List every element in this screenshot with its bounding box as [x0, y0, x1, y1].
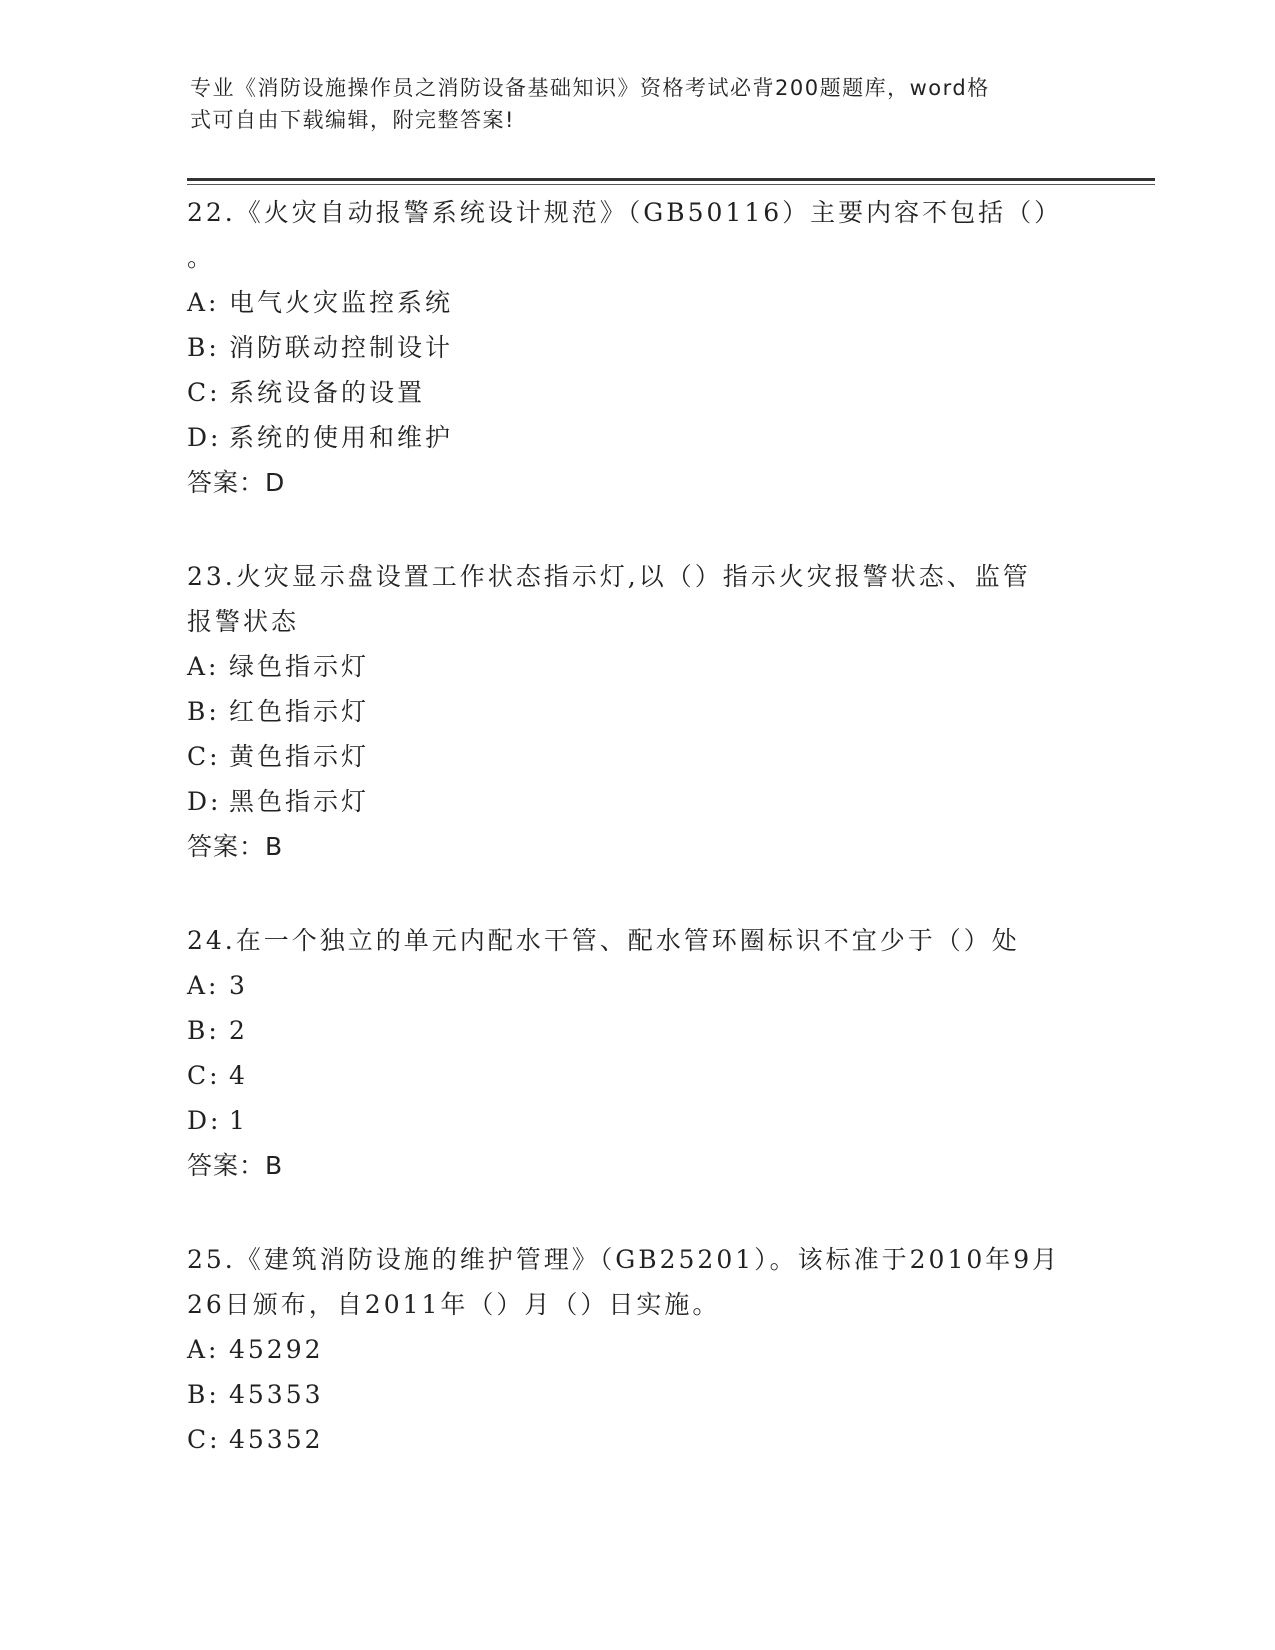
- option-text: 3: [229, 971, 248, 1000]
- option-d: [187, 779, 1087, 824]
- option-key: C:: [187, 742, 221, 771]
- answer-line: 答案：B: [187, 1151, 284, 1180]
- question-text-line-1: 25.《建筑消防设施的维护管理》（GB25201）。该标准于2010年9月: [187, 1245, 1061, 1274]
- document-header: [190, 72, 1070, 136]
- option-key: B:: [187, 697, 220, 726]
- question-25: [187, 1237, 1087, 1462]
- option-a: [187, 280, 1087, 325]
- question-text-line-1: 24.在一个独立的单元内配水干管、配水管环圈标识不宜少于（）处: [187, 926, 1020, 955]
- option-b: [187, 689, 1087, 734]
- option-b: [187, 1372, 1087, 1417]
- header-divider-thin: [187, 184, 1155, 185]
- option-b: [187, 325, 1087, 370]
- question-spacer: [187, 1188, 1087, 1237]
- option-text: 红色指示灯: [229, 697, 370, 726]
- option-text: 2: [229, 1016, 248, 1045]
- option-text: 1: [229, 1106, 248, 1135]
- option-key: C:: [187, 378, 221, 407]
- option-key: A:: [187, 1335, 220, 1364]
- question-text-line-1: 23.火灾显示盘设置工作状态指示灯,以（）指示火灾报警状态、监管: [187, 562, 1031, 591]
- question-text-line-2: 26日颁布，自2011年（）月（）日实施。: [187, 1290, 721, 1319]
- option-key: B:: [187, 1380, 220, 1409]
- question-spacer: [187, 869, 1087, 918]
- option-text: 黑色指示灯: [229, 787, 370, 816]
- question-spacer: [187, 505, 1087, 554]
- header-divider-thick: [187, 178, 1155, 181]
- option-text: 绿色指示灯: [229, 652, 370, 681]
- option-d: [187, 1098, 1087, 1143]
- option-key: A:: [187, 971, 220, 1000]
- option-text: 消防联动控制设计: [229, 333, 454, 362]
- question-text-line-1: 22.《火灾自动报警系统设计规范》（GB50116）主要内容不包括（）: [187, 198, 1063, 227]
- option-text: 45292: [229, 1335, 324, 1364]
- answer-line: 答案：D: [187, 468, 286, 497]
- option-c: [187, 370, 1087, 415]
- option-c: [187, 734, 1087, 779]
- answer-line: 答案：B: [187, 832, 284, 861]
- option-text: 4: [229, 1061, 248, 1090]
- question-text-line-2: 。: [187, 243, 216, 272]
- option-c: [187, 1417, 1087, 1462]
- option-key: A:: [187, 652, 220, 681]
- option-key: C:: [187, 1425, 221, 1454]
- option-key: A:: [187, 288, 220, 317]
- option-key: D:: [187, 423, 222, 452]
- option-a: [187, 1327, 1087, 1372]
- option-a: [187, 644, 1087, 689]
- header-line-2: 式可自由下载编辑，附完整答案!: [190, 108, 515, 132]
- option-text: 电气火灾监控系统: [229, 288, 454, 317]
- option-key: D:: [187, 787, 222, 816]
- option-text: 45353: [229, 1380, 324, 1409]
- option-key: C:: [187, 1061, 221, 1090]
- option-a: [187, 963, 1087, 1008]
- question-23: [187, 554, 1087, 869]
- question-22: [187, 190, 1087, 505]
- option-text: 系统的使用和维护: [229, 423, 454, 452]
- option-text: 黄色指示灯: [229, 742, 370, 771]
- option-key: D:: [187, 1106, 222, 1135]
- question-text-line-2: 报警状态: [187, 607, 300, 636]
- option-b: [187, 1008, 1087, 1053]
- header-line-1: 专业《消防设施操作员之消防设备基础知识》资格考试必背200题题库，word格: [190, 76, 990, 100]
- question-24: [187, 918, 1087, 1188]
- option-d: [187, 415, 1087, 460]
- option-text: 系统设备的设置: [229, 378, 426, 407]
- option-key: B:: [187, 1016, 220, 1045]
- option-c: [187, 1053, 1087, 1098]
- option-key: B:: [187, 333, 220, 362]
- option-text: 45352: [229, 1425, 324, 1454]
- question-list: [187, 190, 1087, 1462]
